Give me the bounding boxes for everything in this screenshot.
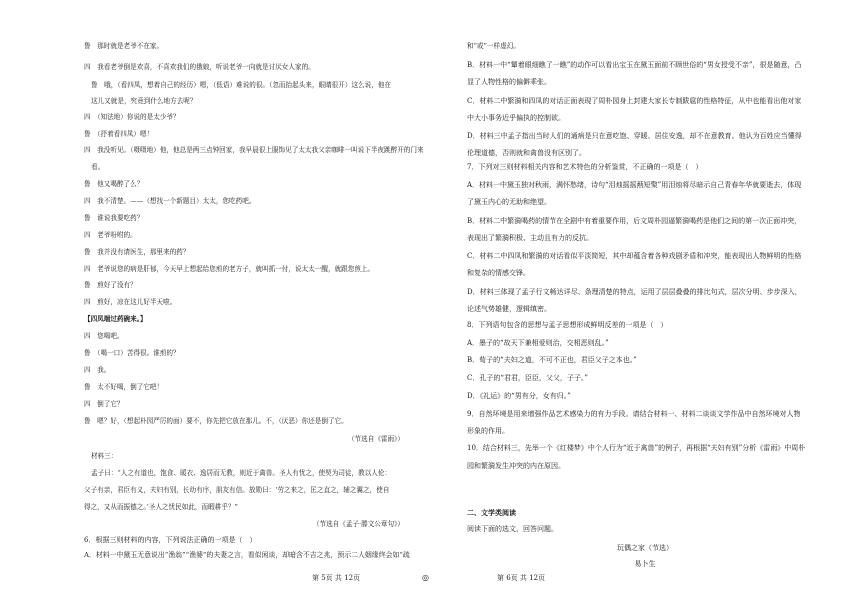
text-line: 四 倒了它？ — [84, 400, 124, 408]
text-line: 四 煎好，凉在这儿好半天啦。 — [84, 298, 177, 306]
text-line: 鲁 太不好喝，倒了它吧！ — [84, 383, 164, 391]
question-6: 6．根据三则材料的内容，下列说法正确的一项是（ ） — [84, 536, 257, 544]
text-line: 鲁 他又喝醉了么？ — [84, 180, 144, 188]
binding-mark-icon: ◎ — [422, 573, 429, 582]
text-line: 鲁 （抒着看四凤）嗯！ — [84, 130, 154, 138]
text-line: 看。 — [91, 163, 105, 171]
source-citation: （节选自《孟子·滕文公章句》） — [312, 520, 404, 528]
stage-direction: 【四凤端过药碗来。】 — [84, 315, 147, 323]
text-line: 鲁 我并没有请医生，那里来的药？ — [84, 248, 190, 256]
excerpt-title: 玩偶之家（节选） — [617, 544, 673, 552]
text-line: 四 您喝吧。 — [84, 332, 124, 340]
page-number-right: 第 6页 共 12页 — [497, 574, 546, 582]
right-page — [430, 0, 860, 608]
section-heading: 二、文学类阅读 — [467, 508, 516, 517]
text-line: 四 老爷说您的病是肝郁，今天早上想起给您煎的老方子，就叫抓一付，说太太一醒，就跟您煎上。 — [84, 265, 375, 273]
page-number-left: 第 5页 共 12页 — [312, 574, 361, 582]
text-line: 了黛玉内心的无助和绝望。 — [467, 198, 551, 206]
text-line: 伦理道德，否则就和禽兽没有区别了。 — [467, 149, 586, 157]
material-label: 材料三： — [91, 452, 118, 460]
text-line: 四 我看老爷倒是欢喜，不喜欢我们的俄娘，听说老爷一向就是讨厌女人家的。 — [84, 63, 315, 71]
text-line: 鲁 煎好了没有？ — [84, 281, 137, 289]
question-9: 9．自然环境是用来增强作品艺术感染力的有力手段。请结合材料一、材料二谈谈文学作品中自然环境对人物 — [467, 410, 801, 418]
text-line: 四 我没听见。（嗫嗫地）他，他总是两三点钟回家，我早晨很上服饰见了太太我父亲咖啡一叫说下半夜跳醉开的门来 — [84, 146, 424, 154]
text-line: 园和繁漪发生冲突的内在原因。 — [467, 462, 565, 470]
option-b: B．材料一中“颦着眼细瞧了一瞧”的动作可以看出宝玉在黛玉面前不顾世俗的“男女授受不亲”，很是随意，凸 — [467, 61, 802, 69]
text-line: 鲁 那时就是老爷不在家。 — [84, 42, 164, 50]
text-line: 和“或”一样虚幻。 — [467, 42, 520, 50]
option-a: A．墨子的“故天下兼相爱则治，交相恶则乱。” — [467, 339, 609, 347]
text-line: 鲁 谁说我要吃药？ — [84, 214, 144, 222]
option-d: D．《礼运》的“男有分，女有归。” — [467, 392, 571, 400]
option-b: B．材料二中繁漪喝药的情节在全剧中有着重要作用，后文周朴园逼繁漪喝药是他们之间的第一次正面冲突， — [467, 217, 802, 225]
option-c: C．材料二中繁漪和四凤的对话正面表现了周朴园身上封建大家长专制跋扈的性格特征，从中也能看出他对家 — [467, 97, 802, 105]
option-a: A．材料一中黛玉独对秋雨，满怀愁绪，诗句“泪烛摇摇爇短檠”用泪烛将尽暗示自己青春年华就要逝去，体现 — [467, 181, 802, 189]
question-10: 10．结合材料三，先举一个《红楼梦》中个人行为“近于禽兽”的例子，再根据“夫妇有别”分析《雷雨》中周朴 — [467, 444, 806, 452]
text-line: A．材料一中黛玉无意说出“渔翁”“渔婆”的夫妻之言，看似闲谈，却暗含不吉之兆，预示二人姻缘终会如“疏 — [84, 551, 410, 559]
text-line: 四 我。 — [84, 366, 111, 374]
option-c: C．材料二中四凤和繁漪的对话看似平淡简短，其中却蕴含着各种戏剧矛盾和冲突，能表现出人物鲜明的性格 — [467, 252, 802, 260]
text-line: 孟子曰：“人之有道也，饱食、暖衣、逸居而无教，则近于禽兽。圣人有忧之，使契为司徒，教以人伦： — [91, 469, 392, 477]
text-line: 鲁 （喝一口）苦得很。谁煎的？ — [84, 349, 180, 357]
text-line: 表现出了繁漪积极、主动且有力的反抗。 — [467, 234, 593, 242]
text-line: 得之，又从而振德之。’圣人之忧民如此，而暇耕乎？” — [84, 503, 238, 511]
text-line: 中大小事务近乎偏执的控制欲。 — [467, 114, 565, 122]
excerpt-author: 易卜生 — [634, 560, 656, 568]
option-d: D．材料三体现了孟子行文畅达详尽、条理清楚的特点，运用了层层叠叠的排比句式，层次分明、步步深入， — [467, 288, 802, 296]
question-7: 7．下列对三则材料相关内容和艺术特色的分析鉴赏，不正确的一项是（ ） — [467, 163, 703, 171]
text-line: 和复杂的情感交锋。 — [467, 269, 530, 277]
text-line: 四 我不清楚。——（想找一个新题目）太太，您吃药吧。 — [84, 197, 256, 205]
instruction: 阅读下面的选文，回答问题。 — [467, 525, 558, 533]
text-line: 这儿又就是，究竟到什么地方去呢？ — [91, 97, 197, 105]
source-citation: （节选自《雷雨》） — [347, 435, 404, 443]
text-line: 四 （知法地）你说的是太少爷？ — [84, 113, 180, 121]
text-line: 父子有亲，君臣有义，夫妇有别，长幼有序，朋友有信。放勋曰：‘劳之来之，匡之直之，辅之翼之，使自 — [84, 486, 390, 494]
text-line: 显了人物性格的偏僻乖张。 — [467, 78, 551, 86]
page-footer — [0, 573, 860, 585]
text-line: 形象的作用。 — [467, 427, 509, 435]
option-c: C．孔子的“君君，臣臣，父父，子子。” — [467, 374, 589, 382]
question-8: 8．下列语句包含的思想与孟子思想形成鲜明反差的一项是（ ） — [467, 321, 668, 329]
text-line: 鲁 哦，（看四凤，想着自己的经历）嗯，（低语）难说的很。（忽而抬起头来，眼睛很开）这么说，他在 — [91, 81, 392, 89]
text-line: 论述气势雄健，逻辑缜密。 — [467, 305, 551, 313]
option-b: B．荀子的“夫妇之道，不可不正也，君臣父子之本也。” — [467, 356, 637, 364]
text-line: 鲁 嗯？好，（想起朴园严厉的面）要不，你先把它放在那儿。不，（厌恶）你还是倒了它。 — [84, 417, 348, 425]
text-line: 四 老爷吩咐的。 — [84, 231, 137, 239]
option-d: D．材料三中孟子指出当时人们的通病是只在意吃饱、穿暖、居住安逸，却不在意教育。他认为百姓应当懂得 — [467, 132, 802, 140]
